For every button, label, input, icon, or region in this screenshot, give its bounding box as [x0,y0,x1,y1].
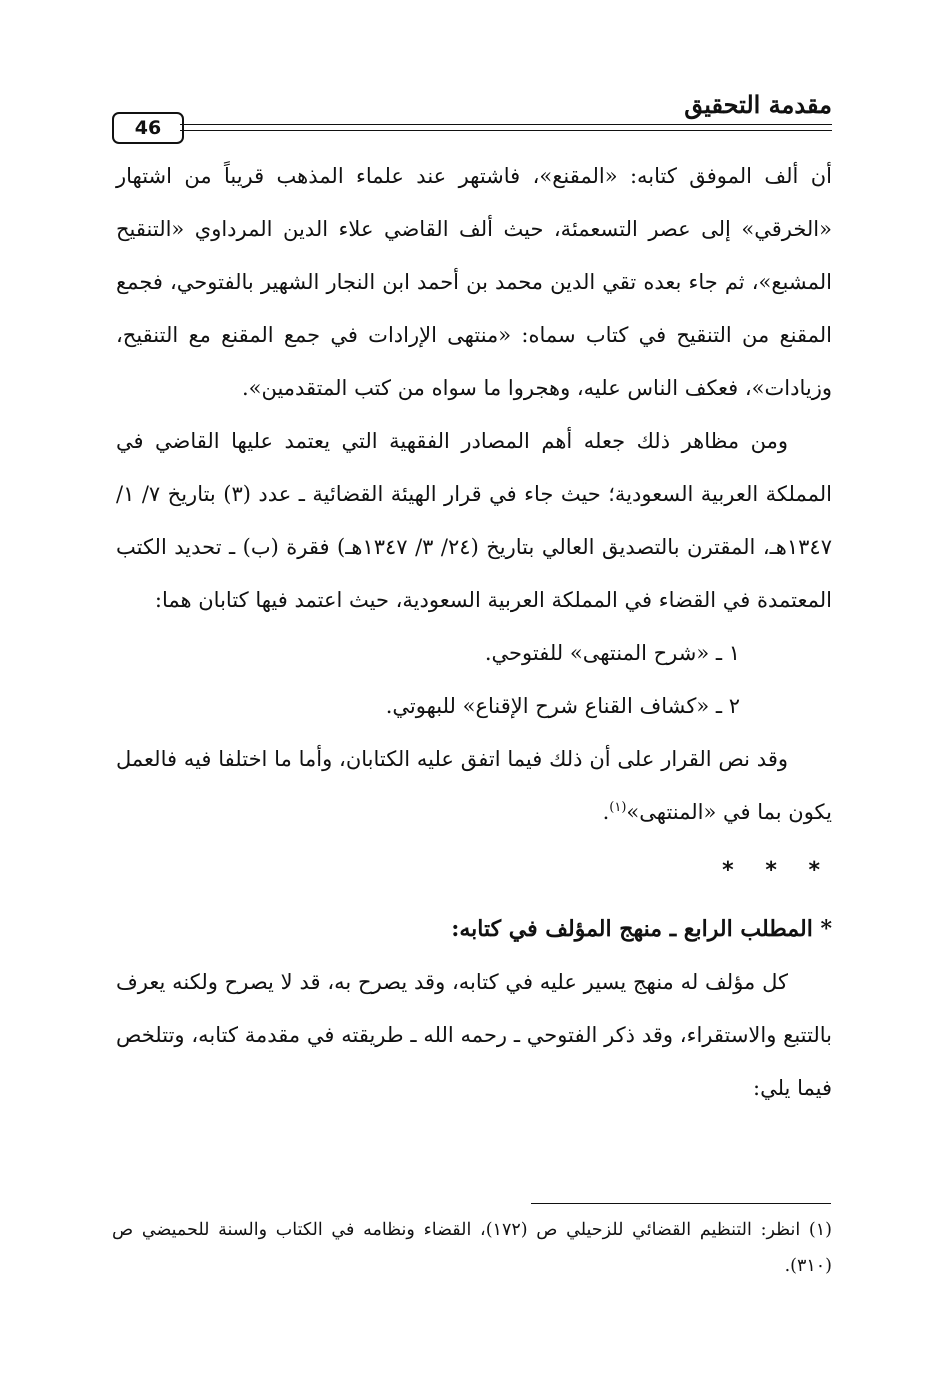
section-divider-stars: * * * [722,858,832,883]
section-heading: * المطلب الرابع ـ منهج المؤلف في كتابه: [451,916,832,942]
list-item-1: ١ ـ «شرح المنتهى» للفتوحي. [484,641,740,665]
running-title: مقدمة التحقيق [684,90,832,119]
paragraph-2: ومن مظاهر ذلك جعله أهم المصادر الفقهية التي يعتمد عليها القاضي في المملكة العربية السعودية؛ حيث جاء في قرار الهيئة القضائية ـ عدد (٣) بتاريخ ٧/ ١/ ١٣٤٧هـ، المقترن بالتصديق العالي بتاريخ (٢٤/ ٣/ ١٣٤٧هـ) فقرة (ب) ـ تحديد الكتب المعتمدة في القضاء في المملكة العربية السعودية، حيث اعتمد فيها كتابان هما: [116,429,832,612]
footnote-reference: (١) [609,800,627,815]
list-item-2: ٢ ـ «كشاف القناع شرح الإقناع» للبهوتي. [385,694,740,718]
paragraph-3-text: وقد نص القرار على أن ذلك فيما اتفق عليه الكتابان، وأما ما اختلفا فيه فالعمل يكون بما في «المنتهى» [116,747,832,824]
footnote-rule [531,1203,831,1204]
paragraph-4: كل مؤلف له منهج يسير عليه في كتابه، وقد يصرح به، قد لا يصرح ولكنه يعرف بالتتبع والاستقراء، وقد ذكر الفتوحي ـ رحمه الله ـ طريقته في مقدمة كتابه، وتتلخص فيما يلي: [116,970,832,1100]
page-number: 46 [112,112,184,144]
footnote: (١) انظر: التنظيم القضائي للزحيلي ص (١٧٢)، القضاء ونظامه في الكتاب والسنة للحميضي ص (٣١٠). [112,1220,832,1276]
header-rule [180,124,832,131]
paragraph-1: أن ألف الموفق كتابه: «المقنع»، فاشتهر عند علماء المذهب قريباً من اشتهار «الخرقي» إلى عصر التسعمئة، حيث ألف القاضي علاء الدين المرداوي «التنقيح المشبع»، ثم جاء بعده تقي الدين محمد بن أحمد ابن النجار الشهير بالفتوحي، فجمع المقنع من التنقيح في كتاب سماه: «منتهى الإرادات في جمع المقنع مع التنقيح، وزيادات»، فعكف الناس عليه، وهجروا ما سواه من كتب المتقدمين». [116,164,832,400]
paragraph-3-end: . [602,800,610,824]
paragraph-3 [116,733,832,839]
body-text [116,150,832,1115]
page-header [112,84,832,144]
